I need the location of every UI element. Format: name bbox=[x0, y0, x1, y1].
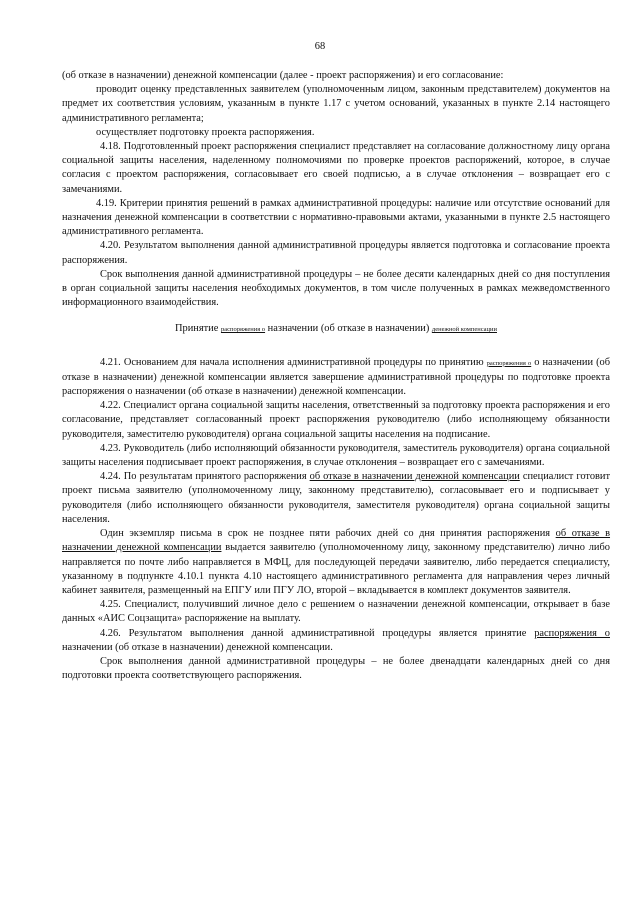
paragraph-4-18: 4.18. Подготовленный проект распоряжения специалист представляет на согласование должностному лицу органа социальной защиты населения, наделенному полномочиями по проверке проектов распоряжений, которое, в случае согласия с проектом распоряжения, согласовывает его своей подписью, а в случае отклонения – возвращает его с замечаниями. bbox=[62, 141, 610, 195]
section-heading: Принятие распоряжения о назначении (об отказе в назначении) денежной компенсации bbox=[175, 323, 497, 335]
paragraph: осуществляет подготовку проекта распоряжения. bbox=[96, 126, 315, 138]
paragraph-4-22: 4.22. Специалист органа социальной защиты населения, ответственный за подготовку проекта распоряжения и его согласование, представляет согласованный проект распоряжения руководителю (либо исполняющему обязанности руководителя, заместителю руководителя) органа социальной защиты населения на подписание. bbox=[62, 400, 610, 440]
document-body bbox=[62, 69, 610, 683]
paragraph-4-24: 4.24. По результатам принятого распоряжения об отказе в назначении денежной компенсации специалист готовит проект письма заявителю (уполномоченному лицу, законному представителю), согласовывает его и подписывает у руководителя (либо исполняющего обязанности руководителя, заместителя руководителя) органа социальной защиты населения. bbox=[62, 471, 611, 525]
paragraph-4-25: 4.25. Специалист, получивший личное дело с решением о назначении денежной компенсации, открывает в базе данных «АИС Соцзащита» распоряжение на выплату. bbox=[62, 599, 610, 625]
paragraph: (об отказе в назначении) денежной компенсации (далее - проект распоряжения) и его согласование: bbox=[62, 70, 504, 81]
paragraph: Один экземпляр письма в срок не позднее пяти рабочих дней со дня принятия распоряжения об отказе в назначении денежной компенсации выдается заявителю (уполномоченному лицу, законному представителю) лично либо направляется по почте либо направляется в МФЦ, для последующей передачи заявителю, либо передается специалисту, указанному в подпункте 4.10.1 пункта 4.10 настоящего административного регламента для направления через личный кабинет заявителя, размещенный на ЕПГУ или ПГУ ЛО, второй – вкладывается в комплект документов заявителя. bbox=[62, 528, 611, 596]
paragraph-4-23: 4.23. Руководитель (либо исполняющий обязанности руководителя, заместитель руководителя) органа социальной защиты населения подписывает проект распоряжения, в случае отклонения – возвращает его с замечаниями. bbox=[62, 442, 610, 469]
paragraph-4-19: 4.19. Критерии принятия решений в рамках административной процедуры: наличие или отсутствие оснований для назначения денежной компенсации в соответствии с нормативно-правовыми актами, указанными в пункте 2.5 настоящего административного регламента. bbox=[62, 197, 610, 238]
paragraph-4-21: 4.21. Основанием для начала исполнения административной процедуры по принятию распоряжения о о назначении (об отказе в назначении) денежной компенсации является завершение административной процедуры по подготовке проекта распоряжения о назначении (об отказе в назначении) денежной компенсации. bbox=[62, 356, 611, 398]
paragraph: Срок выполнения данной административной процедуры – не более десяти календарных дней со дня поступления в орган социальной защиты населения необходимых документов, в том числе полученных в рамках межведомственного информационного взаимодействия. bbox=[62, 268, 610, 309]
page-number: 68 bbox=[314, 41, 326, 52]
paragraph: проводит оценку представленных заявителем (уполномоченным лицом, законным представителем) документов на предмет их соответствия условиям, указанным в пункте 1.17 с учетом оснований, указанных в пункте 2.14 настоящего административного регламента; bbox=[62, 84, 610, 124]
paragraph-4-20: 4.20. Результатом выполнения данной административной процедуры является подготовка и согласование проекта распоряжения. bbox=[62, 240, 610, 266]
paragraph-4-26: 4.26. Результатом выполнения данной административной процедуры является принятие распоряжения о назначении (об отказе в назначении) денежной компенсации. bbox=[62, 627, 610, 653]
paragraph: Срок выполнения данной административной процедуры – не более двенадцати календарных дней со дня подготовки проекта соответствующего распоряжения. bbox=[62, 655, 610, 682]
